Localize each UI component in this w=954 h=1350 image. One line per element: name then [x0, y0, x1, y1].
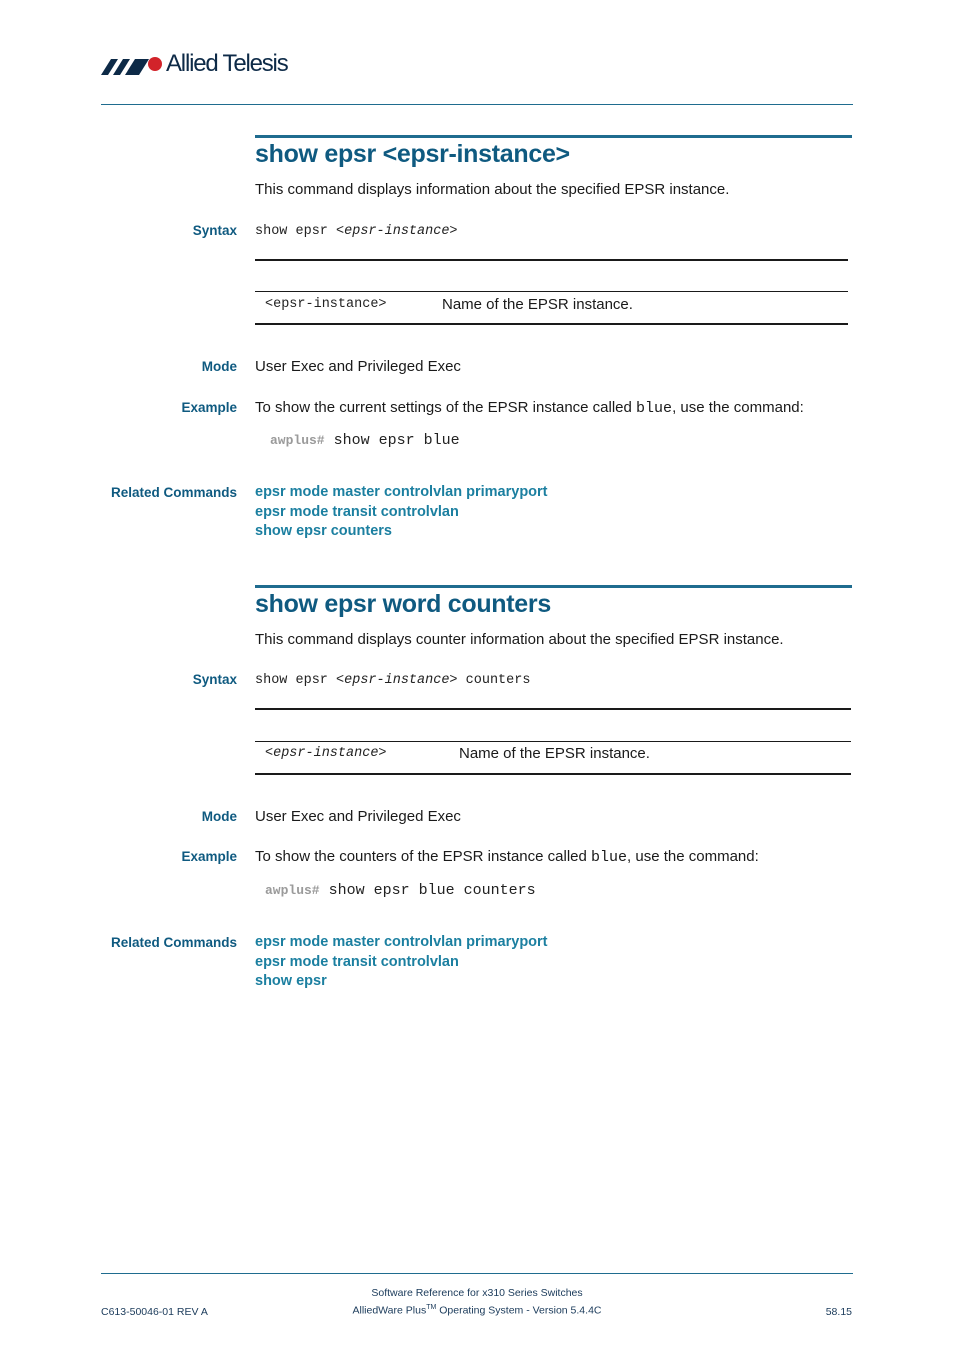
param-table-description: Name of the EPSR instance. — [459, 745, 650, 762]
footer-title: Software Reference for x310 Series Switches — [371, 1287, 583, 1299]
example-label: Example — [181, 400, 237, 415]
mode-label: Mode — [201, 359, 237, 374]
example-text-pre: To show the current settings of the EPSR instance called — [255, 399, 637, 416]
param-table-parameter: <epsr-instance> — [265, 746, 387, 761]
footer-product: AlliedWare Plus — [352, 1304, 427, 1317]
example-label: Example — [181, 849, 237, 864]
allied-telesis-logo-icon — [101, 53, 167, 81]
param-table-header-rule — [255, 291, 848, 292]
param-table-parameter: <epsr-instance> — [265, 297, 387, 312]
section-rule — [255, 585, 852, 588]
related-command-link[interactable]: epsr mode transit controlvlan — [255, 953, 459, 970]
example-command — [270, 432, 460, 449]
mode-text: User Exec and Privileged Exec — [255, 358, 461, 375]
related-commands-list — [255, 933, 548, 992]
related-commands-list — [255, 483, 548, 542]
related-command-link[interactable]: epsr mode transit controlvlan — [255, 503, 459, 520]
header-rule — [101, 104, 853, 105]
related-command-link[interactable]: epsr mode master controlvlan primaryport — [255, 484, 548, 500]
syntax-command: show epsr — [255, 224, 337, 239]
company-logo — [101, 50, 301, 82]
param-table-bottom-rule — [255, 323, 848, 325]
example-inline-code: blue — [591, 849, 628, 866]
cli-command: show epsr blue counters — [328, 882, 536, 899]
param-table-bottom-rule — [255, 773, 851, 775]
syntax-rest: counters — [457, 673, 531, 688]
example-command — [265, 882, 536, 899]
mode-label: Mode — [201, 809, 237, 824]
syntax-label: Syntax — [192, 223, 237, 238]
brand-name: Allied Telesis — [166, 50, 288, 77]
syntax-line — [255, 673, 530, 688]
footer-rule — [101, 1273, 853, 1274]
cli-command: show epsr blue — [333, 432, 460, 449]
footer-version: Operating System - Version 5.4.4C — [436, 1304, 602, 1317]
syntax-command: show epsr — [255, 673, 337, 688]
related-command-link[interactable]: show epsr counters — [255, 523, 392, 539]
param-table-description: Name of the EPSR instance. — [442, 296, 633, 313]
section-title: show epsr word counters — [255, 590, 551, 618]
example-text-pre: To show the counters of the EPSR instance called — [255, 848, 592, 865]
param-table-header-rule — [255, 741, 851, 742]
related-command-link[interactable]: epsr mode master controlvlan primaryport — [255, 934, 548, 950]
related-commands-label: Related Commands — [110, 485, 237, 500]
syntax-label: Syntax — [192, 672, 237, 687]
footer-page-number: 58.15 — [825, 1306, 852, 1318]
param-table-top-rule — [255, 708, 851, 710]
example-inline-code: blue — [636, 400, 673, 417]
cli-prompt: awplus# — [265, 883, 320, 898]
example-text-post: , use the command: — [672, 399, 804, 416]
footer-doc-id: C613-50046-01 REV A — [101, 1306, 208, 1318]
related-commands-label: Related Commands — [110, 935, 237, 950]
mode-text: User Exec and Privileged Exec — [255, 808, 461, 825]
section-description: This command displays counter information about the specified EPSR instance. — [255, 631, 784, 648]
param-table-top-rule — [255, 259, 848, 261]
section-title: show epsr <epsr-instance> — [255, 140, 570, 168]
example-text — [255, 848, 759, 866]
syntax-line — [255, 224, 458, 239]
syntax-parameter: <epsr-instance> — [336, 673, 458, 688]
example-text — [255, 399, 804, 417]
section-rule — [255, 135, 852, 138]
cli-prompt: awplus# — [270, 433, 325, 448]
section-description: This command displays information about the specified EPSR instance. — [255, 181, 730, 198]
example-text-post: , use the command: — [627, 848, 759, 865]
footer-trademark: TM — [426, 1304, 437, 1311]
syntax-parameter: <epsr-instance> — [336, 224, 458, 239]
related-command-link[interactable]: show epsr — [255, 973, 327, 989]
